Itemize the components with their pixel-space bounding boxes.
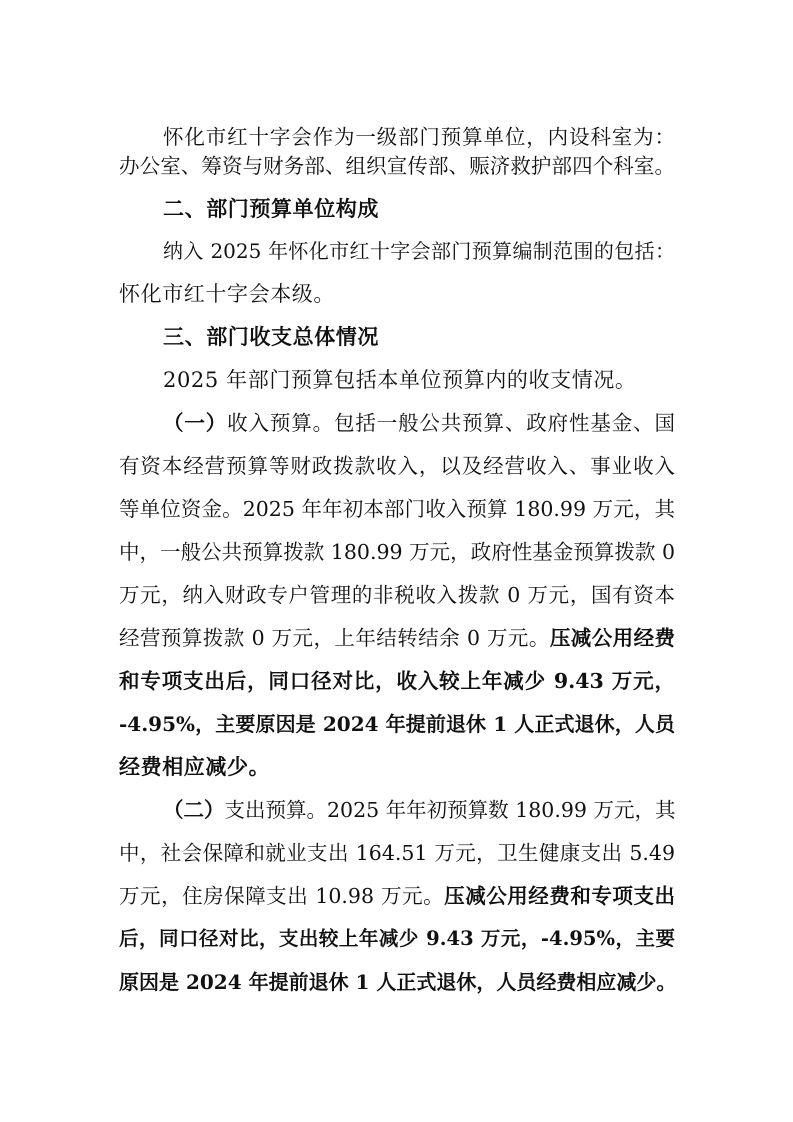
emphasis-line: 和专项支出后，同口径对比，收入较上年减少 9.43 万元， <box>119 669 675 693</box>
paragraph-line: 纳入 2025 年怀化市红十字会部门预算编制范围的包括： <box>163 239 675 263</box>
emphasis-line: 后，同口径对比，支出较上年减少 9.43 万元，-4.95%，主要 <box>119 927 675 950</box>
emphasis-line: -4.95%，主要原因是 2024 年提前退休 1 人正式退休，人员 <box>119 712 675 736</box>
paragraph-line <box>163 409 675 437</box>
paragraph-text: 经营预算拨款 0 万元，上年结转结余 0 万元。 <box>119 626 550 650</box>
emphasis-line: 原因是 2024 年提前退休 1 人正式退休，人员经费相应减少。 <box>119 970 677 994</box>
emphasis-text: 压减公用经费 <box>549 626 676 650</box>
paragraph-line: 办公室、筹资与财务部、组织宣传部、赈济救护部四个科室。 <box>119 154 675 178</box>
paragraph-line <box>119 882 675 910</box>
paragraph-line: 怀化市红十字会作为一级部门预算单位，内设科室为： <box>163 125 675 149</box>
paragraph-line: 2025 年部门预算包括本单位预算内的收支情况。 <box>163 368 637 392</box>
paragraph-line: 怀化市红十字会本级。 <box>119 282 335 306</box>
paragraph-line: 等单位资金。2025 年年初本部门收入预算 180.99 万元，其 <box>119 497 675 521</box>
emphasis-text: 压减公用经费和专项支出 <box>444 884 675 908</box>
paragraph-text: 万元，住房保障支出 10.98 万元。 <box>119 884 445 908</box>
subsection-label: （二） <box>163 798 225 822</box>
paragraph-line: 中，社会保障和就业支出 164.51 万元，卫生健康支出 5.49 <box>119 841 675 865</box>
paragraph-line <box>163 796 675 824</box>
paragraph-line: 有资本经营预算等财政拨款收入，以及经营收入、事业收入 <box>119 454 675 478</box>
paragraph-line <box>119 624 675 652</box>
paragraph-text: 收入预算。包括一般公共预算、政府性基金、国 <box>227 411 675 435</box>
section-heading: 三、部门收支总体情况 <box>163 324 379 349</box>
emphasis-line: 经费相应减少。 <box>119 754 271 779</box>
section-heading: 二、部门预算单位构成 <box>163 196 379 221</box>
paragraph-line: 万元，纳入财政专户管理的非税收入拨款 0 万元，国有资本 <box>119 583 675 607</box>
paragraph-line: 中，一般公共预算拨款 180.99 万元，政府性基金预算拨款 0 <box>119 540 675 564</box>
subsection-label: （一） <box>163 411 228 435</box>
paragraph-text: 支出预算。2025 年年初预算数 180.99 万元，其 <box>224 798 676 822</box>
